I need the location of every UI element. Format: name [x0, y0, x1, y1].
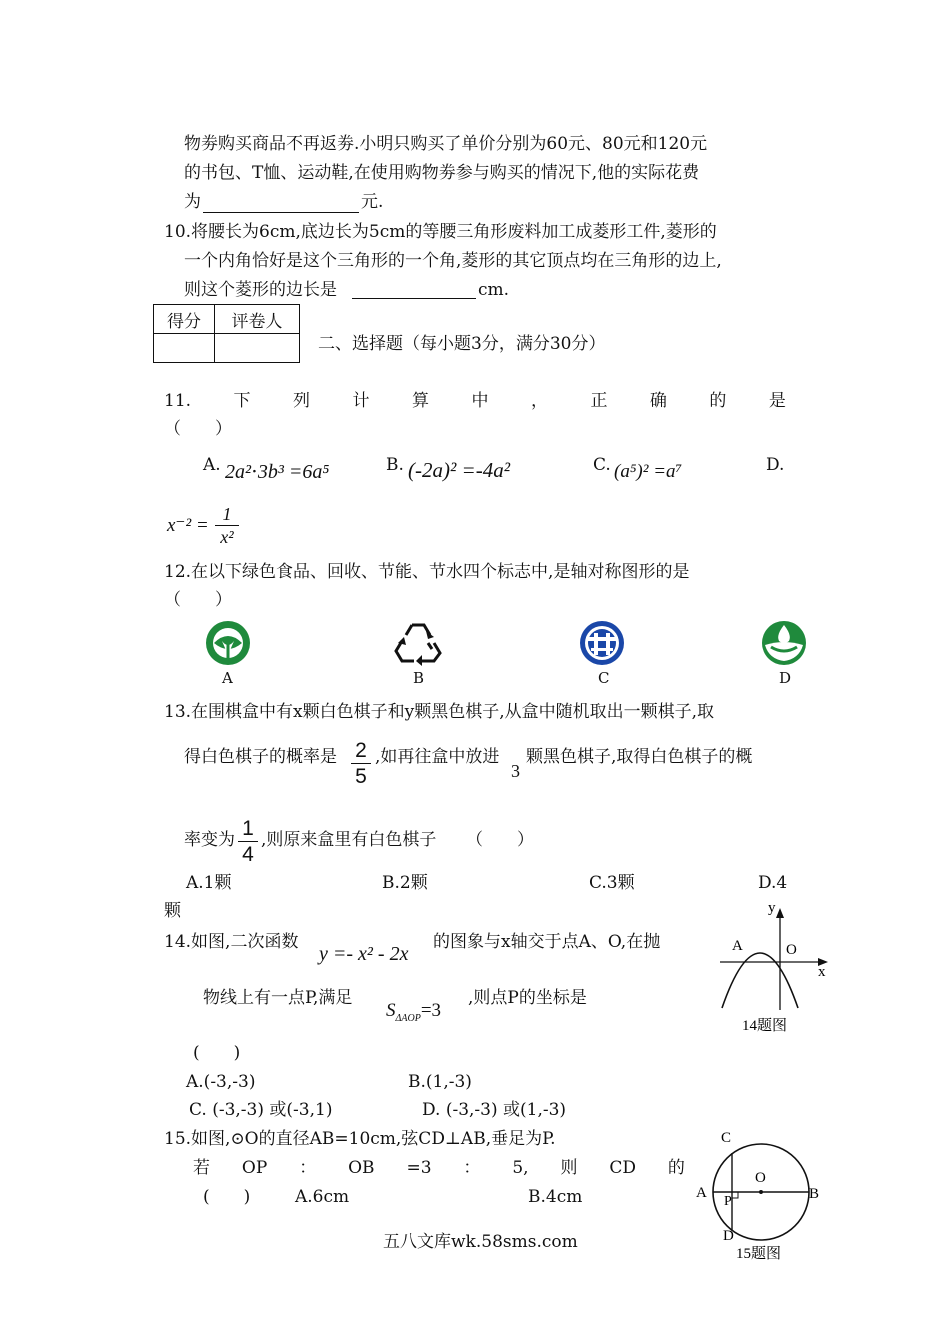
fig15-b-label: B [809, 1186, 820, 1202]
q14-option-b[interactable]: B.(1,-3) [408, 1072, 472, 1092]
q13-line1: 13.在围棋盒中有x颗白色棋子和y颗黑色棋子,从盒中随机取出一颗棋子,取 [164, 702, 715, 722]
q12-label-a: A [222, 669, 233, 687]
q11-stem [164, 393, 786, 410]
fraction-numerator: 1 [242, 817, 254, 840]
q13-option-d-cont: 颗 [164, 901, 181, 921]
score-cell[interactable] [154, 334, 215, 363]
fig15-p-label: P [724, 1194, 732, 1209]
fig14-o-label: O [786, 942, 797, 958]
q15-line1: 15.如图,⊙O的直径AB=10cm,弦CD⊥AB,垂足为P. [164, 1129, 556, 1149]
q15-word: OP [241, 1158, 268, 1178]
q14-parabola-figure [716, 898, 836, 1038]
q15-word: ： [463, 1158, 481, 1178]
grader-cell[interactable] [215, 334, 300, 363]
q11-char: 算 [411, 391, 429, 411]
q15-word: OB [348, 1158, 375, 1178]
q14-line1b: 的图象与x轴交于点A、O,在抛 [433, 932, 661, 952]
q11-option-b-expr[interactable]: (-2a)² =-4a² [408, 458, 510, 482]
fraction-denominator: 4 [242, 843, 254, 866]
q13-option-d[interactable]: D.4 [758, 873, 788, 893]
fig15-a-label: A [696, 1185, 707, 1201]
fraction-bar [351, 763, 371, 764]
fraction-numerator: 2 [355, 739, 367, 762]
area-symbol: S [386, 1000, 396, 1021]
q13-fraction-2 [238, 818, 258, 865]
q11-char: 是 [768, 391, 786, 411]
fig14-a-label: A [732, 938, 743, 954]
q10-line3-prefix: 则这个菱形的边长是 [184, 280, 337, 300]
water-saving-logo-icon[interactable] [759, 619, 809, 667]
fraction-numerator: 1 [222, 504, 232, 524]
q10-line2: 一个内角恰好是这个三角形的一个角,菱形的其它顶点均在三角形的边上, [184, 251, 722, 271]
q11-char: ， [530, 391, 548, 411]
q13-option-b[interactable]: B.2颗 [382, 873, 428, 893]
q15-option-b[interactable]: B.4cm [528, 1187, 583, 1207]
q10-line3-suffix: cm. [478, 280, 510, 300]
fig14-y-label: y [768, 900, 776, 916]
q14-function: y =- x² - 2x [319, 943, 409, 965]
q11-char: 下 [233, 391, 251, 411]
q11-char: 正 [590, 391, 608, 411]
area-value: =3 [420, 1000, 442, 1021]
fig14-x-label: x [818, 964, 826, 980]
q15-paren: ( ) [203, 1187, 251, 1207]
q15-word: 则 [560, 1158, 578, 1178]
fraction-bar [238, 841, 258, 842]
q14-paren: ( ) [193, 1043, 241, 1063]
q12-label-b: B [413, 669, 425, 687]
q13-paren: （ ） [466, 830, 534, 850]
fig14-caption: 14题图 [742, 1018, 788, 1034]
q13-line2a: 得白色棋子的概率是 [184, 747, 337, 767]
q9-answer-blank[interactable] [203, 212, 359, 213]
q9-line1: 物劵购买商品不再返劵.小明只购买了单价分别为60元、80元和120元 [184, 134, 708, 154]
score-table [153, 304, 300, 363]
fig15-c-label: C [721, 1130, 732, 1146]
section-title: 二、选择题（每小题3分，满分30分） [318, 334, 606, 354]
q13-line3b: ,则原来盒里有白色棋子 [261, 830, 437, 850]
q11-char: 中 [471, 391, 489, 411]
footer-watermark: 五八文库wk.58sms.com [383, 1232, 578, 1252]
q10-answer-blank[interactable] [352, 298, 476, 299]
green-food-logo-icon[interactable] [203, 619, 253, 667]
q15-word: 的 [667, 1158, 685, 1178]
q13-number-3: 3 [511, 761, 520, 781]
q14-area [386, 1001, 441, 1024]
q11-char: 列 [293, 391, 311, 411]
area-subscript: ΔAOP [395, 1012, 421, 1024]
q12-stem: 12.在以下绿色食品、回收、节能、节水四个标志中,是轴对称图形的是 [164, 562, 690, 582]
q11-option-d-label: D. [766, 455, 785, 475]
q9-line3-prefix: 为 [184, 192, 201, 212]
q13-line3a: 率变为 [184, 830, 235, 850]
score-header: 得分 [154, 305, 215, 334]
q12-label-d: D [779, 669, 792, 687]
fig15-d-label: D [723, 1228, 734, 1244]
q11-option-c-expr[interactable]: (a⁵)² =a⁷ [614, 461, 683, 482]
fraction-denominator: 5 [355, 765, 367, 788]
q9-line3-suffix: 元. [361, 192, 384, 212]
q11-char: 确 [649, 391, 667, 411]
q11-option-d-lhs[interactable]: x⁻² = [167, 515, 209, 536]
q11-option-c-label: C. [593, 455, 611, 475]
recycle-logo-icon[interactable] [392, 619, 444, 667]
q10-line1: 10.将腰长为6cm,底边长为5cm的等腰三角形废料加工成菱形工件,菱形的 [164, 222, 717, 242]
q15-word: 若 [193, 1158, 210, 1178]
q13-line2b: ,如再往盒中放进 [375, 747, 500, 767]
q15-option-a[interactable]: A.6cm [295, 1187, 350, 1207]
q9-line2: 的书包、T恤、运动鞋,在使用购物劵参与购买的情况下,他的实际花费 [184, 163, 700, 183]
q14-option-c[interactable]: C. (-3,-3) 或(-3,1) [189, 1100, 333, 1120]
q12-paren: （ ） [164, 590, 232, 610]
q14-line2b: ,则点P的坐标是 [468, 988, 587, 1008]
q11-option-a-expr[interactable]: 2a²⋅3b³ =6a⁵ [225, 461, 330, 483]
q15-word: =3 [406, 1158, 432, 1178]
fig15-caption: 15题图 [736, 1246, 782, 1262]
q11-char: 计 [352, 391, 370, 411]
q11-paren: （ ） [164, 419, 232, 439]
q14-option-d[interactable]: D. (-3,-3) 或(1,-3) [422, 1100, 567, 1120]
q11-option-a-label: A. [203, 455, 221, 475]
q13-fraction-1 [351, 740, 371, 787]
q14-line2a: 物线上有一点P,满足 [203, 988, 353, 1008]
fraction-bar [215, 525, 239, 526]
energy-saving-logo-icon[interactable] [577, 619, 627, 667]
q15-word: 5, [512, 1158, 529, 1178]
q15-circle-figure [692, 1126, 828, 1262]
q13-option-a[interactable]: A.1颗 [186, 873, 232, 893]
q14-line1a: 14.如图,二次函数 [164, 932, 299, 952]
q11-option-d-fraction [215, 505, 239, 546]
q11-char: 11. [164, 391, 192, 411]
q11-char: 的 [709, 391, 727, 411]
q15-line2 [193, 1160, 685, 1177]
q13-option-c[interactable]: C.3颗 [589, 873, 635, 893]
q11-option-b-label: B. [386, 455, 404, 475]
q15-word: CD [609, 1158, 637, 1178]
q14-option-a[interactable]: A.(-3,-3) [186, 1072, 256, 1092]
fig15-o-label: O [755, 1170, 766, 1186]
grader-header: 评卷人 [215, 305, 300, 334]
q15-word: ： [299, 1158, 317, 1178]
q12-label-c: C [598, 669, 610, 687]
q13-line2c: 颗黑色棋子,取得白色棋子的概 [526, 747, 753, 767]
fraction-denominator: x² [220, 527, 234, 547]
